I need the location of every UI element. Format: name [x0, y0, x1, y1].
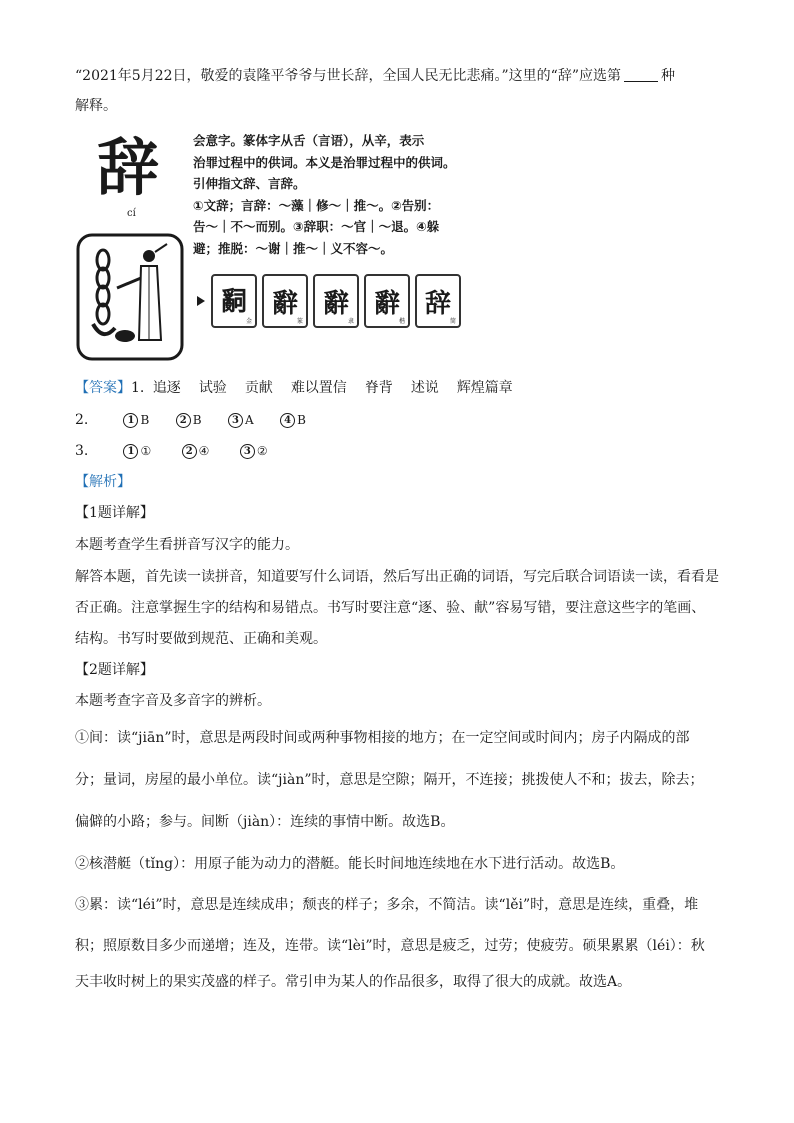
detail-2-para-1: 本题考查字音及多音字的辨析。	[75, 693, 271, 709]
question-text-end: 种	[660, 68, 675, 84]
q3-number: 3.	[75, 443, 89, 459]
evolution-glyph: 辭 隶	[313, 274, 359, 328]
def-line: 避；推脱：～谢｜推～｜义不容～。	[193, 240, 394, 256]
detail-2-item-1: 偏僻的小路；参与。间断（jiàn）：连续的事情中断。故选B。	[75, 814, 455, 830]
answer-line-1	[75, 378, 513, 398]
q1-word: 贡献	[244, 380, 273, 396]
detail-2-title: 【2题详解】	[75, 662, 154, 678]
detail-1-title: 【1题详解】	[75, 505, 154, 521]
evolution-glyph: 辭 楷	[364, 274, 410, 328]
q1-word: 脊背	[364, 380, 393, 396]
q1-word: 难以置信	[290, 380, 347, 396]
detail-2-item-3: ③累：读“léi”时，意思是连续成串；颓丧的样子；多余，不简洁。读“lěi”时，意思是连续，重叠，堆	[75, 897, 699, 913]
detail-2-item-3: 天丰收时树上的果实茂盛的样子。常引申为某人的作品很多，取得了很大的成就。故选A。	[75, 974, 632, 990]
dictionary-pinyin: cí	[127, 208, 136, 219]
dictionary-figure	[75, 128, 475, 364]
q3-item: 3 ②	[240, 441, 268, 461]
evolution-glyph: 辭 篆	[262, 274, 308, 328]
q1-word: 追逐	[152, 380, 181, 396]
detail-2-item-3: 积；照原数目多少而递增；连及，连带。读“lèi”时，意思是疲乏，过劳；使疲劳。硕果累累（léi）：秋	[75, 938, 705, 954]
detail-1-para-2: 否正确。注意掌握生字的结构和易错点。书写时要注意“逐、验、献”容易写错，要注意这些字的笔画、	[75, 600, 706, 616]
def-line: 引伸指文辞、言辞。	[193, 176, 306, 191]
evolution-glyph: 辞 简	[415, 274, 461, 328]
q1-number: 1.	[131, 380, 145, 396]
answer-line-2	[75, 410, 328, 430]
detail-2-item-1: ①间：读“jiān”时，意思是两段时间或两种事物相接的地方；在一定空间或时间内；房子内隔成的部	[75, 730, 690, 746]
detail-2-item-1: 分；量词，房屋的最小单位。读“jiàn”时，意思是空隙；隔开，不连接；挑拨使人不和；拔去，除去；	[75, 772, 704, 788]
q3-item: 1 ①	[123, 441, 151, 461]
def-line: 治罪过程中的供词。本义是治罪过程中的供词。	[193, 154, 456, 170]
dictionary-character: 辞	[97, 131, 160, 204]
def-line: ①文辞；言辞：～藻｜修～｜推～。②告别：	[193, 197, 440, 213]
q2-item: 3 A	[228, 410, 254, 430]
question-line-2: 解释。	[75, 98, 117, 114]
q2-item: 2 B	[176, 410, 202, 430]
q1-answers	[153, 380, 513, 396]
q2-item: 4 B	[280, 410, 306, 430]
pictograph-illustration	[75, 232, 185, 362]
detail-2-item-2: ②核潜艇（tǐng）：用原子能为动力的潜艇。能长时间地连续地在水下进行活动。故选B。	[75, 856, 625, 872]
def-line: 告～｜不～而别。③辞职：～官｜～退。④躲	[193, 219, 440, 234]
answer-blank	[624, 68, 658, 82]
answer-label: 【答案】	[75, 380, 131, 396]
q2-number: 2.	[75, 412, 89, 428]
q1-word: 试验	[198, 380, 227, 396]
detail-1-para-1: 本题考查学生看拼音写汉字的能力。	[75, 537, 299, 553]
q1-word: 辉煌篇章	[456, 380, 513, 396]
dictionary-definition	[193, 130, 475, 259]
play-arrow-icon	[197, 296, 205, 306]
question-text: “2021年5月22日，敬爱的袁隆平爷爷与世长辞，全国人民无比悲痛。”这里的“辞”应选第	[75, 68, 621, 84]
analysis-label: 【解析】	[75, 474, 131, 490]
detail-1-para-2: 解答本题，首先读一读拼音，知道要写什么词语，然后写出正确的词语，写完后联合词语读一读，看看是	[75, 569, 719, 585]
def-line: 会意字。篆体字从舌（言语），从辛，表示	[193, 133, 425, 148]
question-line-1	[75, 66, 675, 86]
character-evolution	[197, 271, 466, 331]
q2-item: 1 B	[123, 410, 149, 430]
answer-line-3	[75, 441, 290, 461]
detail-1-para-2: 结构。书写时要做到规范、正确和美观。	[75, 631, 327, 647]
evolution-glyph: 𤔲 金	[211, 274, 257, 328]
q1-word: 述说	[410, 380, 439, 396]
q3-item: 2 ④	[182, 441, 210, 461]
